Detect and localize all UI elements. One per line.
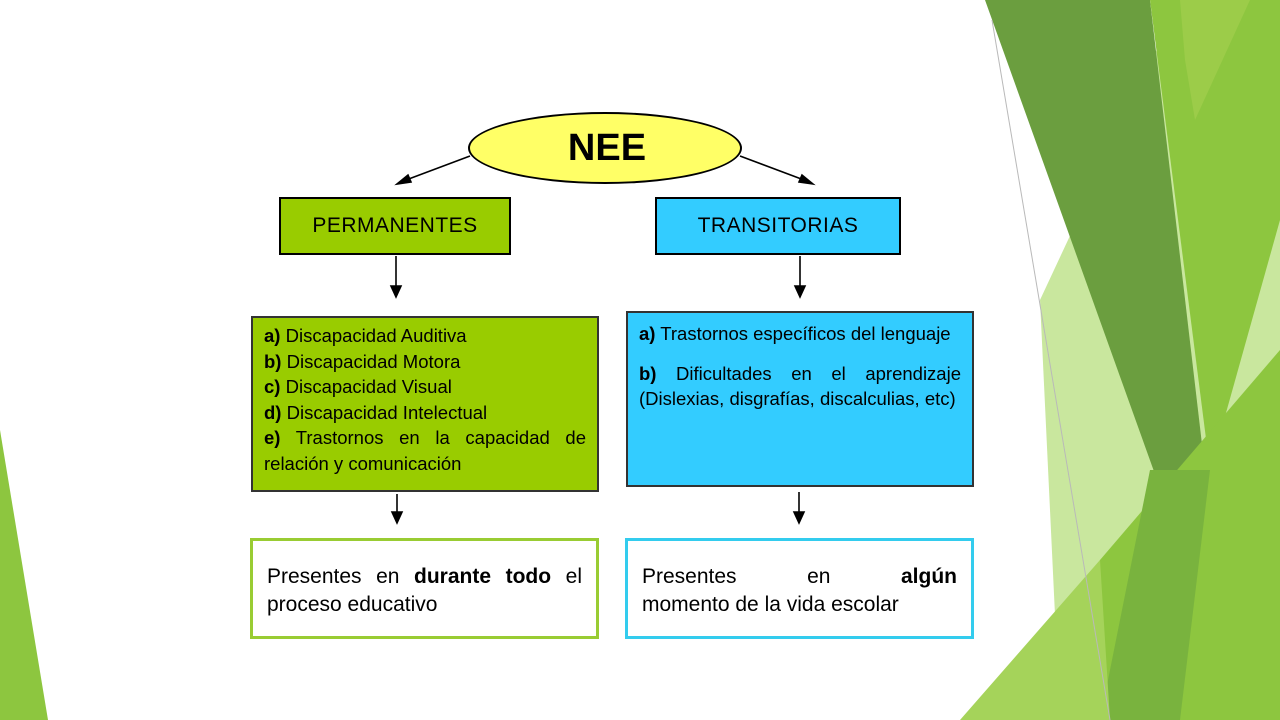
permanentes-list-box bbox=[251, 316, 599, 492]
left-green-wedge bbox=[0, 430, 48, 720]
transitorias-item-a bbox=[639, 321, 961, 347]
duration-word-2: en bbox=[807, 565, 831, 588]
arrow-head-down-1 bbox=[391, 286, 401, 297]
item-text: Discapacidad Intelectual bbox=[281, 401, 488, 423]
transitorias-duration-box bbox=[625, 538, 974, 639]
duration-first-line bbox=[642, 563, 957, 591]
item-letter: b) bbox=[264, 350, 282, 372]
permanentes-item-c bbox=[264, 374, 586, 400]
transitorias-item-b bbox=[639, 361, 961, 412]
item-spacer bbox=[639, 347, 961, 361]
item-letter: d) bbox=[264, 401, 282, 423]
item-text: Trastornos específicos del lenguaje bbox=[655, 323, 951, 344]
transitorias-box bbox=[655, 197, 901, 255]
item-text: Dificultades en el aprendizaje (Dislexias, disgrafías, discalculias, etc) bbox=[639, 362, 961, 409]
item-text: Discapacidad Visual bbox=[280, 376, 452, 397]
arrow-head-right bbox=[799, 175, 813, 184]
duration-word-1: Presentes bbox=[642, 565, 737, 588]
nee-root-label: NEE bbox=[567, 126, 647, 169]
arrow-head-down-2 bbox=[795, 286, 805, 297]
permanentes-title: PERMANENTES bbox=[312, 214, 478, 237]
duration-text-after: momento de la vida escolar bbox=[642, 593, 899, 616]
permanentes-box bbox=[279, 197, 511, 255]
permanentes-item-e bbox=[264, 425, 586, 476]
permanentes-item-a bbox=[264, 323, 586, 349]
transitorias-title: TRANSITORIAS bbox=[697, 214, 859, 237]
item-text: Discapacidad Motora bbox=[281, 350, 461, 372]
item-text: Discapacidad Auditiva bbox=[280, 325, 467, 346]
transitorias-list-box bbox=[626, 311, 974, 487]
nee-root-ellipse bbox=[468, 112, 742, 184]
permanentes-duration-box bbox=[250, 538, 599, 639]
arrow-head-down-3 bbox=[392, 512, 402, 523]
item-letter: e) bbox=[264, 427, 281, 448]
duration-text-bold: durante todo bbox=[414, 565, 552, 588]
permanentes-item-d bbox=[264, 400, 586, 426]
item-letter: a) bbox=[264, 325, 281, 346]
item-letter: a) bbox=[639, 323, 656, 344]
item-letter: b) bbox=[639, 362, 657, 384]
arrow-head-left bbox=[397, 175, 411, 184]
duration-text-after: el proceso educativo bbox=[267, 565, 582, 616]
duration-text-bold: algún bbox=[900, 565, 957, 588]
item-letter: c) bbox=[264, 376, 281, 397]
duration-text-before: Presentes en bbox=[267, 565, 415, 588]
item-text: Trastornos en la capacidad de relación y comunicación bbox=[264, 427, 586, 474]
arrow-head-down-4 bbox=[794, 512, 804, 523]
permanentes-item-b bbox=[264, 349, 586, 375]
